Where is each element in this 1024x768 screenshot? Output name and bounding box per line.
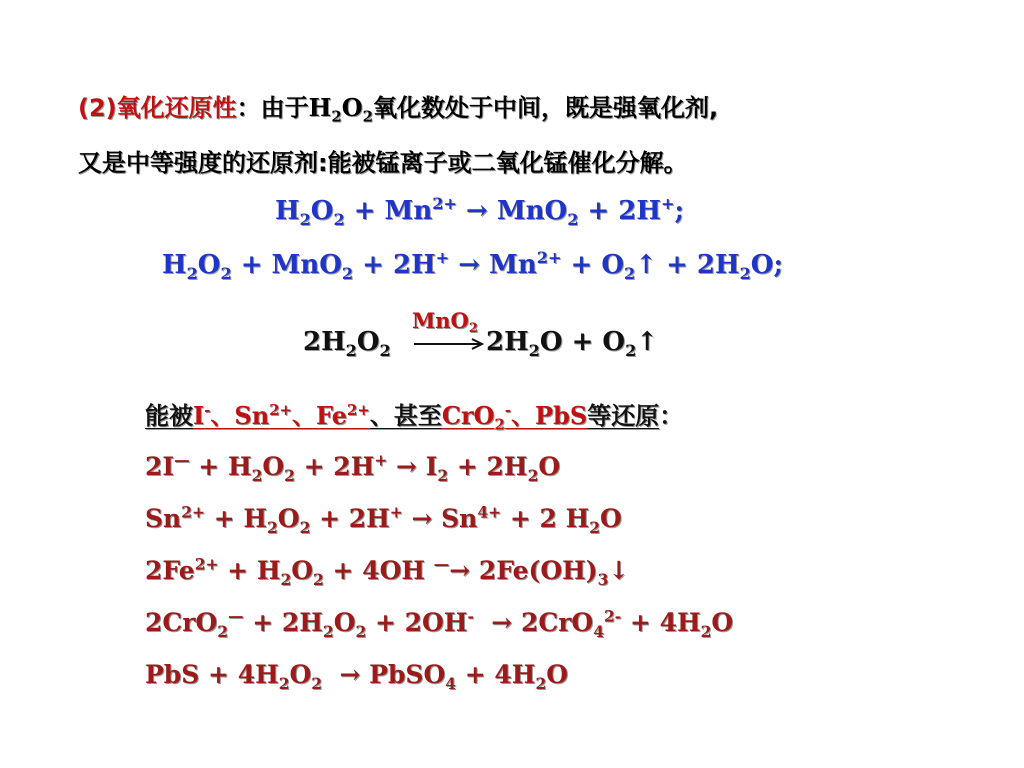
lead-suffix: 等还原	[587, 402, 660, 430]
lead-colon: ：	[659, 402, 684, 430]
catalysis-equation-1: $H_2O_2 + Mn^{2+} \to MnO_2 + 2H^+$;	[275, 194, 685, 230]
lead-mid: 、甚至	[369, 402, 442, 430]
formula-h2o2: $H_2O_2$	[308, 93, 373, 126]
overall-rhs: $2H_2O$ + $O_2↑$	[486, 327, 659, 361]
lead-species-1: I-、$Sn^{2+}$、$Fe^{2+}$	[193, 400, 370, 430]
intro-text: 氧化数处于中间，既是强氧化剂,	[372, 94, 719, 122]
overall-lhs: $2H_2O_2$	[303, 327, 391, 361]
reduction-equation-3: $2Fe^{2+} + H_2O_2 + 4OH$ $^—\to 2Fe(OH)_3↓$	[145, 554, 630, 589]
lead-species-2: CrO$_2$-、PbS	[441, 400, 588, 434]
catalyst-label: MnO$_2$	[412, 308, 478, 336]
reduction-equation-1: $2I^— + H_2O_2 + 2H^+ \to I_2 + 2H_2O$	[145, 450, 561, 485]
intro-colon: ：由于	[236, 94, 309, 122]
intro-line-1	[78, 88, 719, 126]
lead-prefix: 能被	[145, 402, 193, 430]
catalysis-equation-2: $H_2O_2 + MnO_2 + 2H^+ \to Mn^{2+}$ + $O_2↑ + 2H_2O$;	[162, 248, 784, 284]
reaction-arrow-icon	[412, 337, 488, 351]
reduction-equation-5: PbS + $4H_2O_2$ → PbSO$_4$ + $4H_2O$	[145, 660, 569, 693]
reduction-equation-4: $2CrO_2^— + 2H_2O_2 + 2OH^- \to 2CrO_4^{2-} + 4H_2O$	[145, 606, 734, 641]
intro-line-2: 又是中等强度的还原剂:能被锰离子或二氧化锰催化分解。	[78, 149, 688, 177]
reduction-lead	[145, 396, 684, 434]
section-heading: (2)氧化还原性	[78, 94, 237, 122]
reduction-equation-2: $Sn^{2+} + H_2O_2 + 2H^+ \to Sn^{4+} + 2$ $H_2O$	[145, 502, 622, 537]
